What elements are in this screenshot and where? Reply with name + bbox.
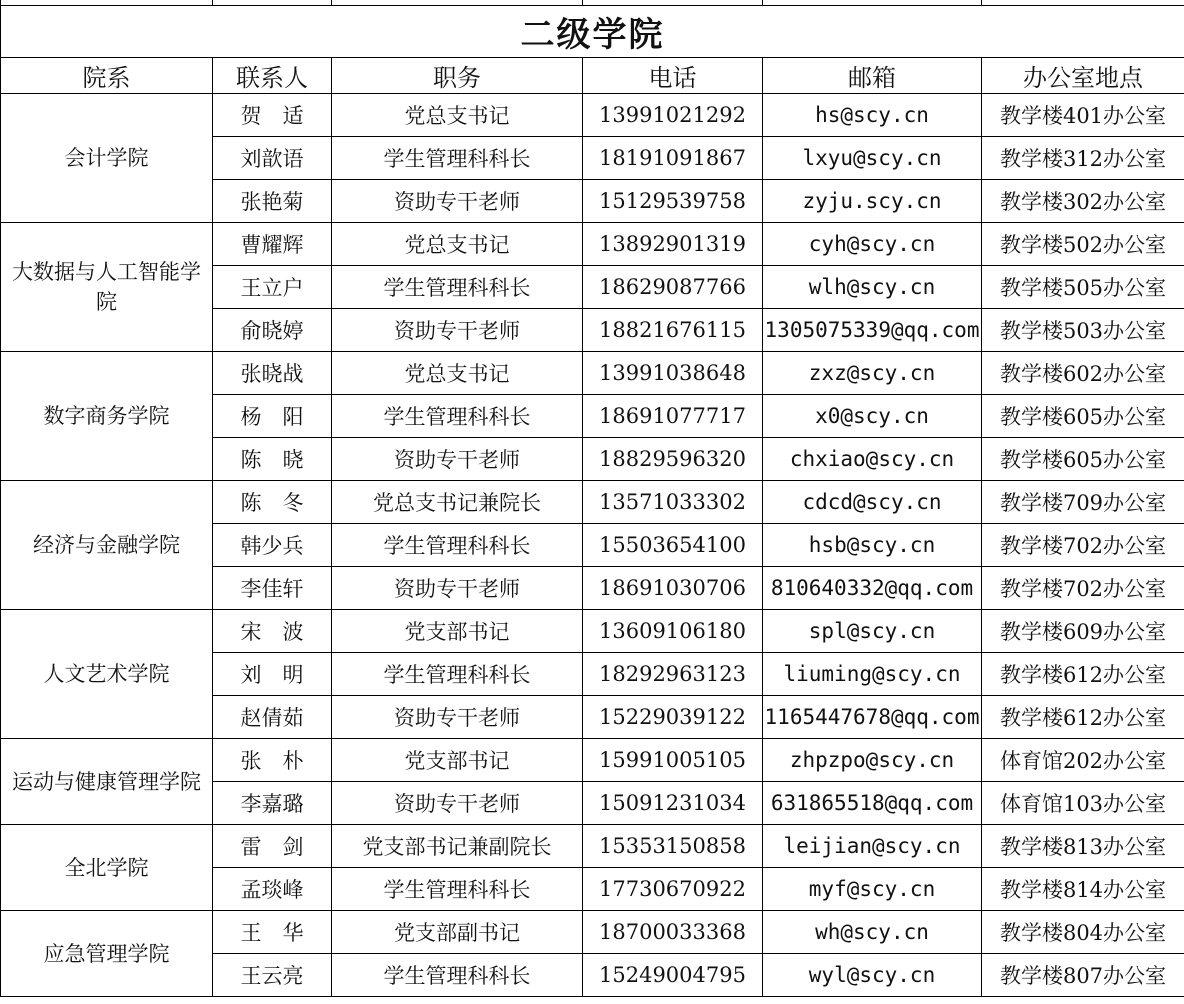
header-phone: 电话 xyxy=(583,58,763,94)
position-cell: 学生管理科科长 xyxy=(332,653,583,696)
email-cell: hsb@scy.cn xyxy=(763,524,982,567)
header-email: 邮箱 xyxy=(763,58,982,94)
email-cell: chxiao@scy.cn xyxy=(763,438,982,481)
office-cell: 教学楼605办公室 xyxy=(982,438,1184,481)
office-cell: 教学楼813办公室 xyxy=(982,825,1184,868)
office-cell: 教学楼503办公室 xyxy=(982,309,1184,352)
position-cell: 党总支书记 xyxy=(332,352,583,395)
contact-cell: 雷 剑 xyxy=(213,825,332,868)
phone-cell: 18821676115 xyxy=(583,309,763,352)
phone-cell: 18700033368 xyxy=(583,911,763,954)
table-row xyxy=(1,825,1184,868)
office-cell: 教学楼702办公室 xyxy=(982,524,1184,567)
table-row xyxy=(1,481,1184,524)
college-name-cell: 应急管理学院 xyxy=(1,911,213,997)
college-name-cell: 人文艺术学院 xyxy=(1,610,213,739)
position-cell: 学生管理科科长 xyxy=(332,954,583,997)
office-cell: 教学楼312办公室 xyxy=(982,137,1184,180)
position-cell: 学生管理科科长 xyxy=(332,395,583,438)
phone-cell: 13571033302 xyxy=(583,481,763,524)
office-cell: 教学楼804办公室 xyxy=(982,911,1184,954)
contact-cell: 李嘉璐 xyxy=(213,782,332,825)
contact-cell: 杨 阳 xyxy=(213,395,332,438)
college-name-cell: 全北学院 xyxy=(1,825,213,911)
phone-cell: 18691077717 xyxy=(583,395,763,438)
email-cell: cyh@scy.cn xyxy=(763,223,982,266)
phone-cell: 15091231034 xyxy=(583,782,763,825)
email-cell: hs@scy.cn xyxy=(763,94,982,137)
position-cell: 资助专干老师 xyxy=(332,567,583,610)
email-cell: 1305075339@qq.com xyxy=(763,309,982,352)
contact-cell: 贺 适 xyxy=(213,94,332,137)
email-cell: zxz@scy.cn xyxy=(763,352,982,395)
contact-cell: 张晓战 xyxy=(213,352,332,395)
phone-cell: 17730670922 xyxy=(583,868,763,911)
office-cell: 教学楼612办公室 xyxy=(982,653,1184,696)
office-cell: 教学楼702办公室 xyxy=(982,567,1184,610)
office-cell: 教学楼605办公室 xyxy=(982,395,1184,438)
office-cell: 教学楼302办公室 xyxy=(982,180,1184,223)
header-row xyxy=(1,58,1184,94)
email-cell: lxyu@scy.cn xyxy=(763,137,982,180)
contact-cell: 王立户 xyxy=(213,266,332,309)
office-cell: 教学楼401办公室 xyxy=(982,94,1184,137)
header-office: 办公室地点 xyxy=(982,58,1184,94)
position-cell: 学生管理科科长 xyxy=(332,266,583,309)
college-name-cell: 经济与金融学院 xyxy=(1,481,213,610)
college-name-cell: 运动与健康管理学院 xyxy=(1,739,213,825)
email-cell: spl@scy.cn xyxy=(763,610,982,653)
office-cell: 教学楼612办公室 xyxy=(982,696,1184,739)
position-cell: 资助专干老师 xyxy=(332,309,583,352)
position-cell: 学生管理科科长 xyxy=(332,137,583,180)
contact-cell: 韩少兵 xyxy=(213,524,332,567)
position-cell: 党支部书记 xyxy=(332,610,583,653)
phone-cell: 18292963123 xyxy=(583,653,763,696)
contact-cell: 宋 波 xyxy=(213,610,332,653)
header-position: 职务 xyxy=(332,58,583,94)
office-cell: 体育馆202办公室 xyxy=(982,739,1184,782)
table-row xyxy=(1,610,1184,653)
contact-cell: 陈 冬 xyxy=(213,481,332,524)
contact-cell: 刘 明 xyxy=(213,653,332,696)
header-college: 院系 xyxy=(1,58,213,94)
contact-cell: 孟琰峰 xyxy=(213,868,332,911)
contact-cell: 曹耀辉 xyxy=(213,223,332,266)
position-cell: 学生管理科科长 xyxy=(332,868,583,911)
table-row xyxy=(1,94,1184,137)
office-cell: 教学楼609办公室 xyxy=(982,610,1184,653)
office-cell: 教学楼814办公室 xyxy=(982,868,1184,911)
phone-cell: 13892901319 xyxy=(583,223,763,266)
phone-cell: 15229039122 xyxy=(583,696,763,739)
table-row xyxy=(1,223,1184,266)
position-cell: 资助专干老师 xyxy=(332,180,583,223)
table-row xyxy=(1,739,1184,782)
college-name-cell: 大数据与人工智能学院 xyxy=(1,223,213,352)
position-cell: 党总支书记 xyxy=(332,223,583,266)
office-cell: 教学楼709办公室 xyxy=(982,481,1184,524)
position-cell: 资助专干老师 xyxy=(332,782,583,825)
position-cell: 党支部书记兼副院长 xyxy=(332,825,583,868)
contact-cell: 俞晓婷 xyxy=(213,309,332,352)
email-cell: cdcd@scy.cn xyxy=(763,481,982,524)
contact-cell: 张 朴 xyxy=(213,739,332,782)
email-cell: wlh@scy.cn xyxy=(763,266,982,309)
phone-cell: 15991005105 xyxy=(583,739,763,782)
position-cell: 党支部书记 xyxy=(332,739,583,782)
position-cell: 资助专干老师 xyxy=(332,696,583,739)
table-body xyxy=(1,94,1184,997)
phone-cell: 15249004795 xyxy=(583,954,763,997)
email-cell: liuming@scy.cn xyxy=(763,653,982,696)
contact-cell: 王云亮 xyxy=(213,954,332,997)
phone-cell: 13991021292 xyxy=(583,94,763,137)
email-cell: x0@scy.cn xyxy=(763,395,982,438)
college-name-cell: 数字商务学院 xyxy=(1,352,213,481)
header-contact: 联系人 xyxy=(213,58,332,94)
phone-cell: 13609106180 xyxy=(583,610,763,653)
college-name-cell: 会计学院 xyxy=(1,94,213,223)
email-cell: myf@scy.cn xyxy=(763,868,982,911)
office-cell: 教学楼807办公室 xyxy=(982,954,1184,997)
phone-cell: 15503654100 xyxy=(583,524,763,567)
phone-cell: 18191091867 xyxy=(583,137,763,180)
table-row xyxy=(1,352,1184,395)
phone-cell: 18629087766 xyxy=(583,266,763,309)
email-cell: 631865518@qq.com xyxy=(763,782,982,825)
position-cell: 资助专干老师 xyxy=(332,438,583,481)
phone-cell: 13991038648 xyxy=(583,352,763,395)
office-cell: 教学楼602办公室 xyxy=(982,352,1184,395)
title-row xyxy=(1,6,1184,58)
contact-cell: 刘歆语 xyxy=(213,137,332,180)
table-title: 二级学院 xyxy=(1,6,1184,58)
phone-cell: 18829596320 xyxy=(583,438,763,481)
email-cell: 1165447678@qq.com xyxy=(763,696,982,739)
email-cell: wh@scy.cn xyxy=(763,911,982,954)
contact-cell: 王 华 xyxy=(213,911,332,954)
phone-cell: 15353150858 xyxy=(583,825,763,868)
position-cell: 学生管理科科长 xyxy=(332,524,583,567)
email-cell: wyl@scy.cn xyxy=(763,954,982,997)
office-cell: 教学楼502办公室 xyxy=(982,223,1184,266)
contact-cell: 张艳菊 xyxy=(213,180,332,223)
position-cell: 党总支书记 xyxy=(332,94,583,137)
contact-cell: 赵倩茹 xyxy=(213,696,332,739)
contact-cell: 李佳轩 xyxy=(213,567,332,610)
office-cell: 体育馆103办公室 xyxy=(982,782,1184,825)
email-cell: zyju.scy.cn xyxy=(763,180,982,223)
email-cell: 810640332@qq.com xyxy=(763,567,982,610)
email-cell: zhpzpo@scy.cn xyxy=(763,739,982,782)
phone-cell: 18691030706 xyxy=(583,567,763,610)
table-row xyxy=(1,911,1184,954)
office-cell: 教学楼505办公室 xyxy=(982,266,1184,309)
email-cell: leijian@scy.cn xyxy=(763,825,982,868)
position-cell: 党总支书记兼院长 xyxy=(332,481,583,524)
phone-cell: 15129539758 xyxy=(583,180,763,223)
position-cell: 党支部副书记 xyxy=(332,911,583,954)
contact-cell: 陈 晓 xyxy=(213,438,332,481)
